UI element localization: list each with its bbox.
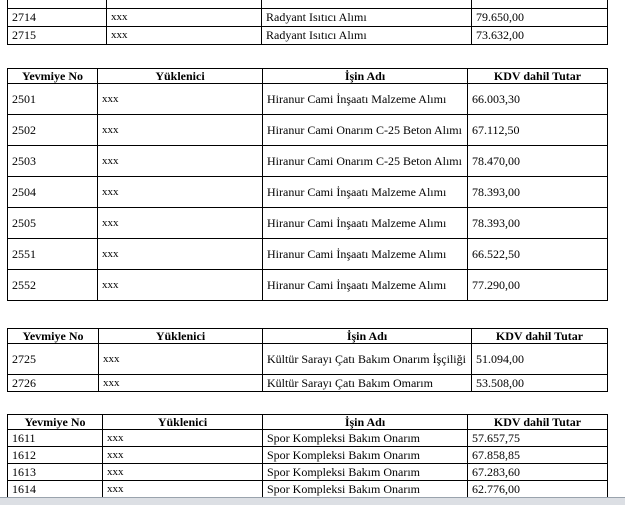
amount: 67.283,60	[468, 464, 608, 481]
job-name: Spor Kompleksi Bakım Onarım	[263, 447, 468, 464]
job-name: Hiranur Cami İnşaatı Malzeme Alımı	[263, 208, 468, 239]
table-row	[8, 208, 608, 239]
yevmiye-no: 2551	[8, 239, 98, 270]
job-name: Radyant Isıtıcı Alımı	[262, 9, 472, 27]
contractor: xxx	[98, 239, 263, 270]
contractor: xxx	[99, 344, 263, 375]
amount: 73.632,00	[472, 27, 608, 45]
job-name: Spor Kompleksi Bakım Onarım	[263, 481, 468, 498]
table-row	[8, 115, 608, 146]
table-header-row	[8, 69, 608, 84]
table-row	[8, 177, 608, 208]
job-name: Spor Kompleksi Bakım Onarım	[263, 464, 468, 481]
table-row	[8, 344, 608, 375]
contractor: xxx	[98, 146, 263, 177]
amount: 51.094,00	[472, 344, 608, 375]
contractor: xxx	[98, 84, 263, 115]
header-contractor: Yüklenici	[103, 415, 263, 430]
amount: 78.393,00	[468, 208, 608, 239]
header-amount: KDV dahil Tutar	[468, 415, 608, 430]
header-yevmiye-no: Yevmiye No	[8, 329, 99, 344]
table-row	[8, 9, 608, 27]
header-contractor: Yüklenici	[98, 69, 263, 84]
table-hiranur	[7, 68, 608, 301]
amount: 53.508,00	[472, 375, 608, 392]
table-row	[8, 430, 608, 447]
contractor: xxx	[98, 115, 263, 146]
amount: 67.112,50	[468, 115, 608, 146]
amount: 67.858,85	[468, 447, 608, 464]
amount: 62.776,00	[468, 481, 608, 498]
job-name: Spor Kompleksi Bakım Onarım	[263, 430, 468, 447]
yevmiye-no: 2504	[8, 177, 98, 208]
table-header-row	[8, 329, 608, 344]
job-name: Kültür Sarayı Çatı Bakım Omarım	[263, 375, 472, 392]
contractor: xxx	[99, 375, 263, 392]
header-job: İşin Adı	[263, 69, 468, 84]
yevmiye-no: 2502	[8, 115, 98, 146]
contractor: xxx	[98, 270, 263, 301]
contractor: xxx	[98, 208, 263, 239]
table-row	[8, 146, 608, 177]
table-row	[8, 447, 608, 464]
yevmiye-no: 2501	[8, 84, 98, 115]
contractor: xxx	[98, 177, 263, 208]
page-bottom-edge	[0, 497, 625, 505]
job-name: Hiranur Cami İnşaatı Malzeme Alımı	[263, 84, 468, 115]
job-name: Hiranur Cami İnşaatı Malzeme Alımı	[263, 177, 468, 208]
job-name: Hiranur Cami İnşaatı Malzeme Alımı	[263, 239, 468, 270]
contractor: xxx	[107, 27, 262, 45]
amount: 66.522,50	[468, 239, 608, 270]
table-spor-kompleksi	[7, 414, 608, 498]
contractor: xxx	[103, 447, 263, 464]
contractor: xxx	[103, 481, 263, 498]
page-divider	[0, 497, 625, 498]
header-yevmiye-no: Yevmiye No	[8, 69, 98, 84]
contractor: xxx	[103, 464, 263, 481]
yevmiye-no: 2725	[8, 344, 99, 375]
table-radyant	[7, 0, 608, 45]
contractor: xxx	[107, 9, 262, 27]
yevmiye-no: 1613	[8, 464, 103, 481]
header-job: İşin Adı	[263, 329, 472, 344]
header-job: İşin Adı	[263, 415, 468, 430]
table-header-row	[8, 415, 608, 430]
header-amount: KDV dahil Tutar	[472, 329, 608, 344]
table-row	[8, 464, 608, 481]
yevmiye-no: 1611	[8, 430, 103, 447]
table-row	[8, 239, 608, 270]
job-name: Hiranur Cami Onarım C-25 Beton Alımı	[263, 146, 468, 177]
yevmiye-no: 2726	[8, 375, 99, 392]
yevmiye-no: 1614	[8, 481, 103, 498]
table-row	[8, 84, 608, 115]
amount: 57.657,75	[468, 430, 608, 447]
table-row-cut	[8, 0, 608, 9]
amount: 78.393,00	[468, 177, 608, 208]
table-row	[8, 375, 608, 392]
job-name: Hiranur Cami Onarım C-25 Beton Alımı	[263, 115, 468, 146]
job-name: Hiranur Cami İnşaatı Malzeme Alımı	[263, 270, 468, 301]
yevmiye-no: 2552	[8, 270, 98, 301]
amount: 66.003,30	[468, 84, 608, 115]
header-yevmiye-no: Yevmiye No	[8, 415, 103, 430]
yevmiye-no: 2505	[8, 208, 98, 239]
amount: 78.470,00	[468, 146, 608, 177]
table-row	[8, 27, 608, 45]
yevmiye-no: 2715	[8, 27, 107, 45]
contractor: xxx	[103, 430, 263, 447]
yevmiye-no: 2503	[8, 146, 98, 177]
job-name: Radyant Isıtıcı Alımı	[262, 27, 472, 45]
header-contractor: Yüklenici	[99, 329, 263, 344]
header-amount: KDV dahil Tutar	[468, 69, 608, 84]
table-kultur-sarayi	[7, 328, 608, 392]
amount: 79.650,00	[472, 9, 608, 27]
table-row	[8, 270, 608, 301]
job-name: Kültür Sarayı Çatı Bakım Onarım İşçiliği	[263, 344, 472, 375]
table-row	[8, 481, 608, 498]
yevmiye-no: 1612	[8, 447, 103, 464]
yevmiye-no: 2714	[8, 9, 107, 27]
amount: 77.290,00	[468, 270, 608, 301]
